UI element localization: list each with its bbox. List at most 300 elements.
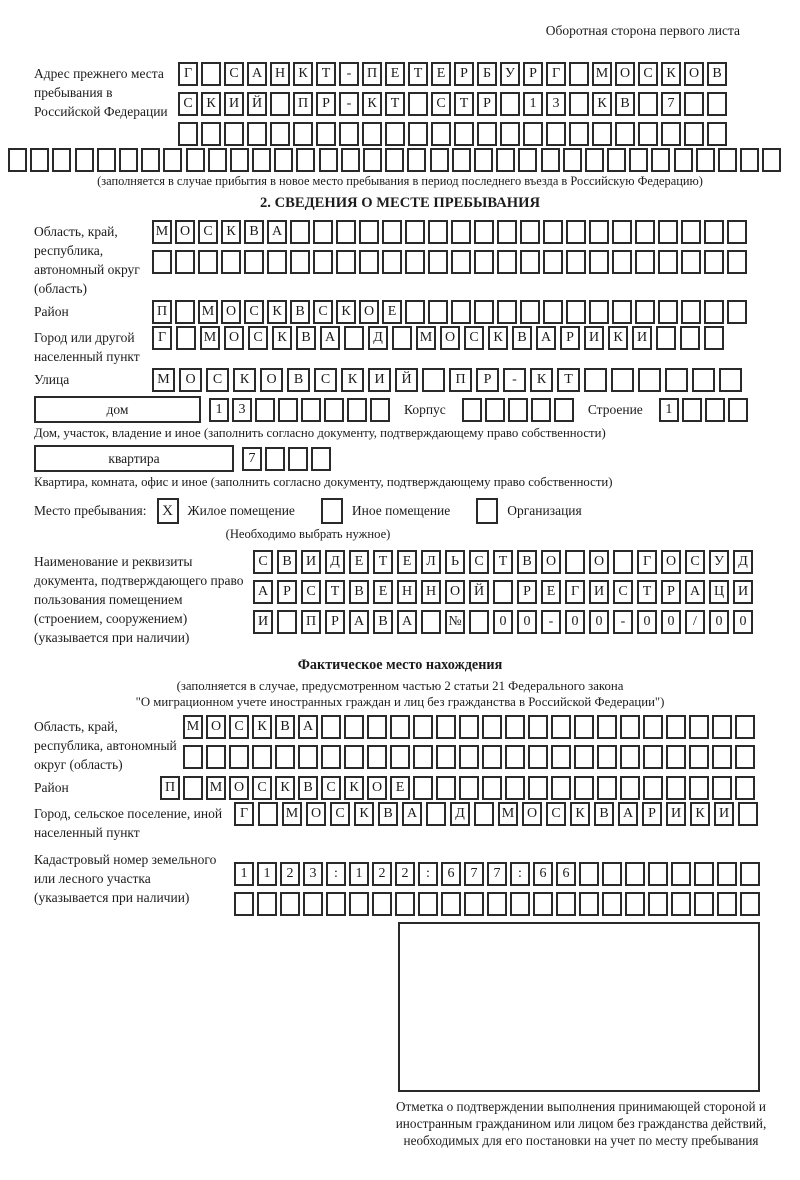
char-cell: 0 <box>517 610 537 634</box>
char-cell <box>344 326 364 350</box>
char-cell: И <box>584 326 604 350</box>
char-cell: 0 <box>661 610 681 634</box>
char-cell <box>554 398 574 422</box>
char-cell <box>661 122 681 146</box>
char-cell <box>712 715 732 739</box>
char-cell: В <box>512 326 532 350</box>
fact-district-field <box>0 776 800 800</box>
char-cell: Р <box>325 610 345 634</box>
char-cell <box>252 148 271 172</box>
char-cell <box>671 892 691 916</box>
char-cell: К <box>661 62 681 86</box>
prev-address-row-3 <box>178 122 727 146</box>
char-cell <box>186 148 205 172</box>
checkbox-residential: X <box>157 498 179 524</box>
char-cell: Г <box>152 326 172 350</box>
char-cell: О <box>229 776 249 800</box>
char-cell: С <box>253 550 273 574</box>
char-cell <box>296 148 315 172</box>
char-cell: 0 <box>493 610 513 634</box>
char-cell: К <box>272 326 292 350</box>
char-cell <box>474 300 494 324</box>
char-cell <box>408 122 428 146</box>
char-cell <box>735 745 755 769</box>
char-cell <box>643 715 663 739</box>
char-cell: А <box>253 580 273 604</box>
char-cell <box>422 368 445 392</box>
char-cell <box>8 148 27 172</box>
char-cell: К <box>354 802 374 826</box>
char-cell: Н <box>421 580 441 604</box>
char-cell: Р <box>560 326 580 350</box>
char-cell <box>362 122 382 146</box>
city-label: Город или другой населенный пункт <box>34 330 140 364</box>
char-cell <box>201 122 221 146</box>
char-cell: А <box>247 62 267 86</box>
char-cell: С <box>314 368 337 392</box>
char-cell <box>313 220 333 244</box>
char-cell <box>717 892 737 916</box>
char-cell <box>656 326 676 350</box>
char-cell: К <box>293 62 313 86</box>
char-cell <box>579 892 599 916</box>
char-cell <box>584 368 607 392</box>
char-cell <box>551 715 571 739</box>
char-cell <box>324 398 344 422</box>
char-cell <box>175 300 195 324</box>
char-cell: О <box>615 62 635 86</box>
char-cell: Е <box>397 550 417 574</box>
char-cell: О <box>445 580 465 604</box>
char-cell <box>718 148 737 172</box>
char-cell: - <box>541 610 561 634</box>
char-cell: Е <box>431 62 451 86</box>
char-cell <box>665 368 688 392</box>
char-cell <box>413 776 433 800</box>
char-cell <box>497 300 517 324</box>
char-cell: В <box>290 300 310 324</box>
char-cell <box>247 122 267 146</box>
char-cell: Р <box>477 92 497 116</box>
char-cell <box>270 122 290 146</box>
char-cell <box>740 148 759 172</box>
char-cell: О <box>359 300 379 324</box>
place-type-label: Место пребывания: <box>34 503 147 518</box>
fact-city-field <box>0 802 800 842</box>
char-cell <box>613 550 633 574</box>
char-cell: М <box>200 326 220 350</box>
char-cell <box>612 300 632 324</box>
char-cell: Ц <box>709 580 729 604</box>
char-cell: С <box>431 92 451 116</box>
char-cell <box>451 220 471 244</box>
char-cell <box>551 776 571 800</box>
char-cell: 0 <box>637 610 657 634</box>
char-cell: С <box>248 326 268 350</box>
page-side-note: Оборотная сторона первого листа <box>545 23 740 38</box>
char-cell: С <box>464 326 484 350</box>
char-cell: П <box>152 300 172 324</box>
char-cell: Й <box>247 92 267 116</box>
char-cell: - <box>339 62 359 86</box>
char-cell: : <box>418 862 438 886</box>
char-cell <box>684 92 704 116</box>
char-cell <box>428 250 448 274</box>
char-cell <box>347 398 367 422</box>
document-row-1 <box>253 550 753 574</box>
char-cell <box>528 715 548 739</box>
char-cell: М <box>592 62 612 86</box>
char-cell <box>477 122 497 146</box>
char-cell <box>728 398 748 422</box>
char-cell <box>566 220 586 244</box>
char-cell <box>658 250 678 274</box>
char-cell: И <box>714 802 734 826</box>
confirmation-note: Отметка о подтверждении выполнения принимающей стороной и иностранным гражданином или лицом без гражданства действий, необходимых для его постановки на учет по месту пребывания <box>395 1099 767 1148</box>
char-cell: А <box>536 326 556 350</box>
option-other-premises-label: Иное помещение <box>351 503 451 518</box>
char-cell: К <box>570 802 590 826</box>
char-cell: 7 <box>242 447 262 471</box>
char-cell: С <box>469 550 489 574</box>
char-cell: М <box>282 802 302 826</box>
char-cell <box>651 148 670 172</box>
char-cell: 6 <box>533 862 553 886</box>
char-cell <box>97 148 116 172</box>
char-cell <box>671 862 691 886</box>
char-cell: О <box>589 550 609 574</box>
char-cell <box>563 148 582 172</box>
char-cell: 3 <box>232 398 252 422</box>
house-row <box>34 396 800 423</box>
char-cell <box>474 148 493 172</box>
char-cell <box>520 220 540 244</box>
cadastral-row-2 <box>234 892 760 916</box>
char-cell <box>464 892 484 916</box>
region-field <box>0 220 800 298</box>
char-cell <box>620 776 640 800</box>
fact-district-row <box>160 776 755 800</box>
char-cell <box>163 148 182 172</box>
char-cell: 2 <box>395 862 415 886</box>
char-cell: О <box>175 220 195 244</box>
char-cell <box>459 745 479 769</box>
confirmation-stamp-box <box>398 922 760 1092</box>
char-cell <box>224 122 244 146</box>
char-cell <box>719 368 742 392</box>
char-cell <box>392 326 412 350</box>
char-cell <box>528 776 548 800</box>
char-cell <box>574 745 594 769</box>
char-cell <box>175 250 195 274</box>
char-cell <box>431 122 451 146</box>
char-cell <box>666 745 686 769</box>
char-cell: А <box>320 326 340 350</box>
char-cell <box>612 220 632 244</box>
char-cell: А <box>397 610 417 634</box>
char-cell <box>625 862 645 886</box>
char-cell: 2 <box>372 862 392 886</box>
actual-location-title: Фактическое место нахождения <box>297 657 503 673</box>
fact-region-cells <box>183 715 755 769</box>
char-cell <box>510 892 530 916</box>
char-cell <box>407 148 426 172</box>
char-cell <box>523 122 543 146</box>
char-cell: - <box>339 92 359 116</box>
char-cell: 1 <box>209 398 229 422</box>
char-cell: : <box>326 862 346 886</box>
char-cell: / <box>685 610 705 634</box>
char-cell <box>696 148 715 172</box>
char-cell: 1 <box>349 862 369 886</box>
char-cell: О <box>206 715 226 739</box>
fact-region-row-2 <box>183 745 755 769</box>
char-cell <box>707 122 727 146</box>
char-cell: Й <box>395 368 418 392</box>
char-cell <box>589 220 609 244</box>
char-cell <box>574 715 594 739</box>
char-cell <box>326 892 346 916</box>
cadastral-label: Кадастровый номер земельного или лесного участка (указывается при наличии) <box>34 852 217 905</box>
char-cell: 6 <box>556 862 576 886</box>
char-cell <box>459 776 479 800</box>
char-cell <box>505 745 525 769</box>
char-cell <box>551 745 571 769</box>
char-cell: Т <box>557 368 580 392</box>
char-cell <box>359 250 379 274</box>
char-cell <box>689 745 709 769</box>
char-cell <box>638 122 658 146</box>
char-cell <box>321 745 341 769</box>
char-cell <box>735 715 755 739</box>
char-cell: И <box>733 580 753 604</box>
char-cell <box>303 892 323 916</box>
char-cell <box>198 250 218 274</box>
char-cell: С <box>252 776 272 800</box>
fact-city-label: Город, сельское поселение, иной населенный пункт <box>34 806 223 840</box>
char-cell <box>30 148 49 172</box>
char-cell <box>469 610 489 634</box>
char-cell <box>607 148 626 172</box>
char-cell <box>208 148 227 172</box>
char-cell: 1 <box>659 398 679 422</box>
char-cell <box>405 250 425 274</box>
char-cell: О <box>224 326 244 350</box>
char-cell: В <box>298 776 318 800</box>
char-cell <box>738 802 758 826</box>
char-cell: Н <box>270 62 290 86</box>
char-cell <box>528 745 548 769</box>
char-cell <box>319 148 338 172</box>
char-cell: Р <box>523 62 543 86</box>
char-cell: 0 <box>709 610 729 634</box>
char-cell <box>597 745 617 769</box>
char-cell <box>413 715 433 739</box>
char-cell: В <box>707 62 727 86</box>
char-cell <box>336 220 356 244</box>
char-cell <box>367 745 387 769</box>
char-cell: М <box>498 802 518 826</box>
char-cell <box>597 776 617 800</box>
char-cell: Г <box>637 550 657 574</box>
char-cell: Т <box>325 580 345 604</box>
char-cell <box>589 300 609 324</box>
char-cell: № <box>445 610 465 634</box>
char-cell <box>341 148 360 172</box>
char-cell <box>482 745 502 769</box>
char-cell: А <box>267 220 287 244</box>
char-cell <box>270 92 290 116</box>
char-cell <box>344 745 364 769</box>
fact-region-row-1 <box>183 715 755 739</box>
char-cell <box>176 326 196 350</box>
char-cell <box>413 745 433 769</box>
char-cell: С <box>224 62 244 86</box>
char-cell <box>201 62 221 86</box>
char-cell <box>288 447 308 471</box>
char-cell: Р <box>316 92 336 116</box>
fact-region-label: Область, край, республика, автономный округ (область) <box>34 719 177 772</box>
char-cell: А <box>618 802 638 826</box>
char-cell: К <box>221 220 241 244</box>
char-cell: К <box>362 92 382 116</box>
char-cell <box>395 892 415 916</box>
city-row <box>152 326 724 350</box>
char-cell: Д <box>450 802 470 826</box>
char-cell: О <box>684 62 704 86</box>
char-cell: Е <box>541 580 561 604</box>
char-cell: М <box>152 368 175 392</box>
char-cell <box>569 122 589 146</box>
char-cell: В <box>275 715 295 739</box>
char-cell <box>206 745 226 769</box>
char-cell: Е <box>373 580 393 604</box>
char-cell <box>566 250 586 274</box>
char-cell <box>597 715 617 739</box>
char-cell: К <box>488 326 508 350</box>
char-cell <box>487 892 507 916</box>
char-cell <box>666 715 686 739</box>
char-cell <box>735 776 755 800</box>
char-cell: С <box>301 580 321 604</box>
char-cell: К <box>252 715 272 739</box>
char-cell <box>592 122 612 146</box>
char-cell <box>390 715 410 739</box>
char-cell <box>454 122 474 146</box>
char-cell: 0 <box>565 610 585 634</box>
char-cell: 7 <box>661 92 681 116</box>
char-cell: В <box>378 802 398 826</box>
char-cell <box>451 250 471 274</box>
prev-address-field <box>0 62 800 146</box>
char-cell <box>681 250 701 274</box>
char-cell <box>658 220 678 244</box>
char-cell <box>321 715 341 739</box>
char-cell <box>280 892 300 916</box>
char-cell <box>658 300 678 324</box>
stroenie-cells <box>659 398 748 422</box>
char-cell: С <box>198 220 218 244</box>
char-cell: К <box>530 368 553 392</box>
char-cell <box>615 122 635 146</box>
apartment-note: Квартира, комната, офис и иное (заполнить согласно документу, подтверждающему право собственности) <box>34 475 613 489</box>
stroenie-label: Строение <box>587 401 643 417</box>
char-cell: С <box>613 580 633 604</box>
char-cell: У <box>500 62 520 86</box>
char-cell: К <box>690 802 710 826</box>
char-cell <box>359 220 379 244</box>
char-cell <box>612 250 632 274</box>
prev-address-label: Адрес прежнего места пребывания в Российской Федерации <box>34 66 168 119</box>
street-label: Улица <box>34 372 70 387</box>
char-cell: О <box>661 550 681 574</box>
char-cell <box>267 250 287 274</box>
char-cell: Б <box>477 62 497 86</box>
char-cell <box>275 745 295 769</box>
char-cell <box>569 62 589 86</box>
char-cell <box>638 368 661 392</box>
char-cell: Г <box>565 580 585 604</box>
char-cell <box>367 715 387 739</box>
cadastral-field <box>0 848 800 916</box>
char-cell: И <box>368 368 391 392</box>
char-cell: Д <box>325 550 345 574</box>
char-cell: С <box>206 368 229 392</box>
char-cell: С <box>685 550 705 574</box>
char-cell <box>234 892 254 916</box>
char-cell: И <box>632 326 652 350</box>
char-cell <box>625 892 645 916</box>
char-cell: Т <box>385 92 405 116</box>
char-cell <box>531 398 551 422</box>
char-cell <box>349 892 369 916</box>
char-cell: 0 <box>733 610 753 634</box>
char-cell: Т <box>493 550 513 574</box>
char-cell: О <box>260 368 283 392</box>
char-cell <box>727 250 747 274</box>
char-cell: И <box>301 550 321 574</box>
char-cell: К <box>233 368 256 392</box>
option-residential-label: Жилое помещение <box>187 503 295 518</box>
char-cell: Р <box>661 580 681 604</box>
char-cell: В <box>349 580 369 604</box>
char-cell <box>382 220 402 244</box>
char-cell <box>496 148 515 172</box>
char-cell <box>666 776 686 800</box>
char-cell: С <box>638 62 658 86</box>
char-cell <box>430 148 449 172</box>
char-cell <box>635 300 655 324</box>
char-cell: К <box>201 92 221 116</box>
char-cell: А <box>685 580 705 604</box>
char-cell: Р <box>476 368 499 392</box>
char-cell <box>589 250 609 274</box>
prev-address-row-4 <box>8 148 800 172</box>
char-cell <box>183 745 203 769</box>
char-cell <box>574 776 594 800</box>
char-cell: В <box>287 368 310 392</box>
char-cell: К <box>592 92 612 116</box>
char-cell: П <box>301 610 321 634</box>
char-cell <box>382 250 402 274</box>
char-cell: Г <box>178 62 198 86</box>
char-cell: Л <box>421 550 441 574</box>
char-cell <box>707 92 727 116</box>
fact-region-field <box>0 715 800 774</box>
char-cell: М <box>152 220 172 244</box>
char-cell <box>689 715 709 739</box>
char-cell <box>274 148 293 172</box>
